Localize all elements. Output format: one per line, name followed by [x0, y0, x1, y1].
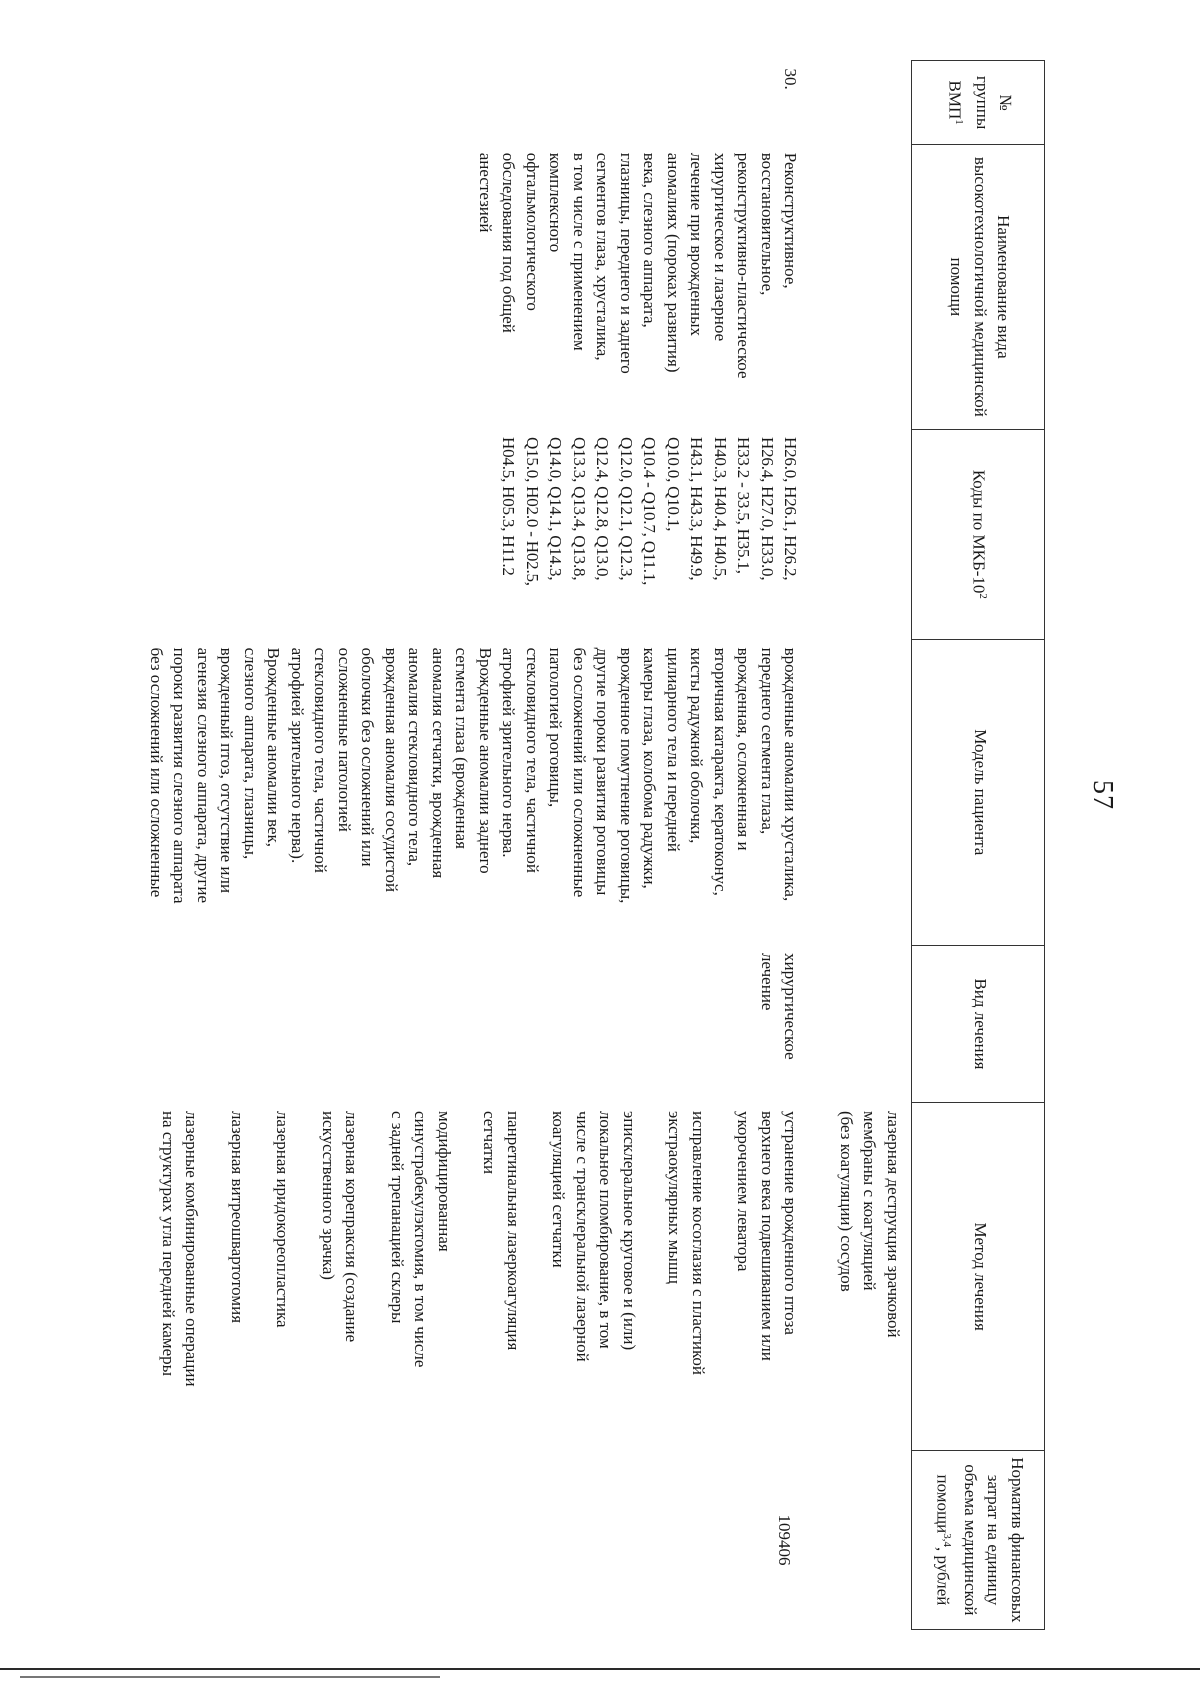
icd-code-line: Q15.0, H02.0 - H02.5,	[523, 437, 542, 586]
method-item	[732, 1111, 803, 1442]
patient-model-line: врожденные аномалии хрусталика,	[781, 647, 801, 902]
treatment-kind-line: хирургическое	[781, 953, 801, 1060]
patient-model-line: кисты радужной оболочки,	[687, 647, 707, 844]
patient-model-line: переднего сегмента глаза,	[758, 647, 777, 835]
method-line: лазерная корепраксия (создание	[342, 1110, 362, 1343]
method-line: синустрабекулэктомия, в том числе	[411, 1110, 431, 1368]
icd-code-line: Q10.4 - Q10.7, Q11.1,	[640, 437, 660, 586]
vmp-name-line: в том числе с применением	[570, 152, 589, 351]
header-icd-codes: Коды по МКБ-$10^2$	[912, 429, 1045, 640]
method-line: верхнего века подвешиванием или	[758, 1110, 777, 1361]
method-line: сетчатки	[480, 1110, 500, 1175]
method-line: числе с трансклеральной лазерной	[573, 1110, 592, 1362]
vmp-name-line: офтальмологического	[523, 152, 542, 311]
patient-model-line: врожденный птоз, отсутствие или	[217, 647, 237, 894]
method-line: модифицированная	[435, 1110, 454, 1252]
icd-code-line: H26.0, H26.1, H26.2,	[781, 437, 801, 581]
method-line: лазерные комбинированные операции	[182, 1110, 202, 1387]
method-line: эписклеральное круговое и (или)	[620, 1110, 639, 1351]
method-line: устранение врожденного птоза	[781, 1110, 801, 1335]
patient-model-line: вторичная катаракта, кератоконус,	[711, 647, 730, 896]
method-item	[386, 1111, 457, 1442]
patient-model-line: цилиарного тела и передней	[664, 647, 683, 852]
vmp-name-cell	[131, 145, 809, 429]
method-item	[226, 1111, 250, 1442]
page-number: 57	[1087, 780, 1118, 810]
icd-code-line: Q10.0, Q10.1,	[664, 437, 683, 532]
patient-model-line: Врожденные аномалии век,	[264, 647, 284, 847]
icd-code-line: H04.5, H05.3, H11.2	[499, 437, 519, 576]
patient-model-line: стекловидного тела, частичной	[523, 647, 542, 873]
patient-model-line: камеры глаза, колобома радужки,	[640, 647, 660, 889]
patient-model-line: без осложнений или осложненные	[147, 647, 166, 898]
patient-model-line: аномалия стекловидного тела,	[405, 647, 425, 867]
method-line: мембраны с коагуляцией	[860, 1110, 880, 1291]
vmp-name-line: восстановительное,	[758, 152, 777, 296]
method-item	[157, 1111, 204, 1442]
vmp-table	[131, 60, 1046, 1630]
header-cost-norm: Норматив финансовых затрат на единицу объема медицинской помощи$^{3,4}$, рублей	[912, 1450, 1045, 1629]
icd-code-line: H33.2 - 33.5, H35.1,	[734, 437, 754, 574]
method-item	[663, 1111, 710, 1442]
method-line: с задней трепанацией склеры	[388, 1110, 407, 1324]
header-treatment-kind: Вид лечения	[912, 945, 1045, 1103]
method-line: (без коагуляции) сосудов	[837, 1110, 856, 1292]
patient-model-cell	[131, 640, 809, 945]
vmp-name-line: аномалиях (пороках развития)	[664, 152, 683, 373]
patient-model-line: сегмента глаза (врожденная	[452, 647, 472, 849]
patient-model-line: стекловидного тела, частичной	[311, 647, 331, 873]
method-item	[478, 1111, 525, 1442]
icd-code-line: H26.4, H27.0, H33.0,	[758, 437, 777, 581]
table-row-continuation	[809, 61, 912, 1630]
method-item	[271, 1111, 295, 1442]
vmp-name-line: лечение при врожденных	[687, 152, 707, 337]
patient-model-line: без осложнений или осложненные	[570, 647, 589, 898]
patient-model-line: врожденная, осложненная и	[734, 647, 754, 851]
table-row	[131, 61, 809, 1630]
icd-code-line: Q14.0, Q14.1, Q14.3,	[546, 437, 566, 581]
icd-code-line: H40.3, H40.4, H40.5,	[711, 437, 730, 581]
icd-code-line: Q12.4, Q12.8, Q13.0,	[593, 437, 613, 581]
method-line: исправление косоглазия с пластикой	[689, 1110, 708, 1375]
treatment-kind-cell	[131, 945, 809, 1103]
group-number: 30.	[781, 68, 801, 90]
patient-model-line: Врожденные аномалии заднего	[476, 647, 495, 874]
method-line: экстраокулярных мышц	[665, 1110, 685, 1285]
vmp-name-line: века, слезного аппарата,	[640, 152, 660, 328]
patient-model-line: врожденная аномалия сосудистой	[382, 647, 401, 893]
header-patient-model: Модель пациента	[912, 640, 1045, 945]
patient-model-line: осложненные патологией	[335, 647, 354, 832]
method-line: лазерная деструкция зрачковой	[884, 1110, 903, 1338]
treatment-kind-line: лечение	[758, 953, 777, 1011]
header-group-no: № группы ВМП$^1$	[912, 61, 1045, 145]
patient-model-line: патологией роговицы,	[546, 647, 566, 808]
patient-model-line: другие пороки развития роговицы	[593, 647, 613, 896]
icd-code-line: Q12.0, Q12.1, Q12.3,	[617, 437, 636, 581]
method-line: лазерная иридокореопластика	[273, 1110, 293, 1328]
method-line: лазерная витреошвартотомия	[228, 1110, 247, 1324]
icd-codes-cell	[131, 429, 809, 640]
icd-code-line: Q13.3, Q13.4, Q13.8,	[570, 437, 589, 581]
method-line: искусственного зрачка)	[319, 1110, 338, 1280]
vmp-name-line: сегментов глаза, хрусталика,	[593, 152, 613, 361]
method-line: укорочением леватора	[734, 1110, 754, 1272]
cost-norm-cell	[131, 1450, 809, 1629]
vmp-name-line: реконструктивно-пластическое	[734, 152, 754, 379]
patient-model-line: агенезия слезного аппарата, другие	[194, 647, 213, 903]
method-item	[547, 1111, 641, 1442]
cost-norm-value: 109406	[775, 1514, 795, 1566]
method-line: панретинальная лазеркоагуляция	[504, 1110, 523, 1351]
vmp-name-line: Реконструктивное,	[781, 152, 801, 289]
method-continuation	[809, 1103, 912, 1450]
method-line: на структурах угла передней камеры	[159, 1110, 178, 1377]
patient-model-line: пороки развития слезного аппарата	[170, 647, 190, 904]
patient-model-line: атрофией зрительного нерва.	[499, 647, 519, 858]
header-treatment-method: Метод лечения	[912, 1103, 1045, 1450]
table-header-row	[912, 61, 1045, 1630]
header-vmp-name: Наименование вида высокотехнологичной медицинской помощи	[912, 145, 1045, 429]
treatment-method-cell	[131, 1103, 809, 1450]
patient-model-line: врожденное помутнение роговицы,	[617, 647, 636, 904]
vmp-name-line: комплексного	[546, 152, 566, 253]
scan-edge-line	[0, 1668, 1200, 1670]
rotated-content	[147, 60, 1118, 1640]
patient-model-line: атрофией зрительного нерва).	[288, 647, 307, 864]
patient-model-line: аномалия сетчатки, врожденная	[429, 647, 448, 879]
vmp-name-line: хирургическое и лазерное	[711, 152, 730, 342]
method-line: локальное пломбирование, в том	[596, 1110, 616, 1349]
scan-edge-dash	[20, 1676, 440, 1678]
vmp-name-line: анестезией	[476, 152, 495, 233]
patient-model-line: оболочки без осложнений или	[358, 647, 378, 867]
method-item	[317, 1111, 364, 1442]
method-line: коагуляцией сетчатки	[549, 1110, 569, 1268]
patient-model-line: слезного аппарата, глазницы,	[241, 647, 260, 860]
vmp-name-line: обследования под общей	[499, 152, 519, 333]
vmp-name-line: глазницы, переднего и заднего	[617, 152, 636, 374]
icd-code-line: H43.1, H43.3, H49.9,	[687, 437, 707, 581]
